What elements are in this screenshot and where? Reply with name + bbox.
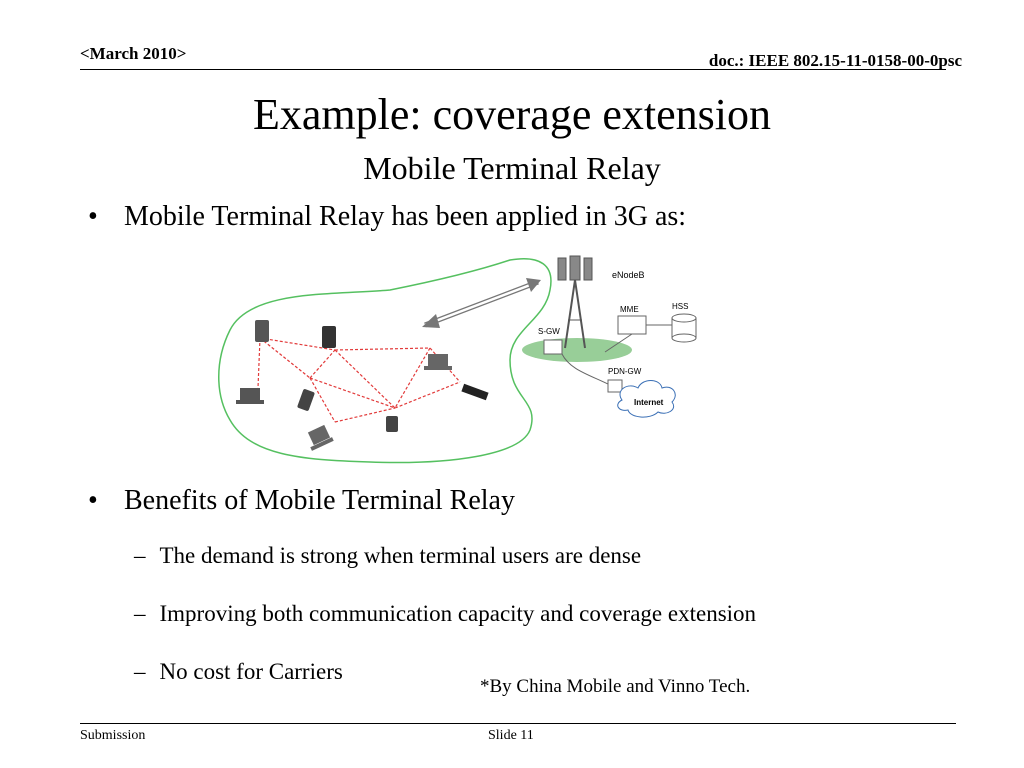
terminal-laptop-2 [424, 354, 452, 370]
mme-box [618, 316, 646, 334]
pdngw-box [608, 380, 622, 392]
sub-bullet-1 [134, 541, 641, 571]
terminal-phone-2 [322, 326, 336, 348]
wireless-link-arrow [422, 278, 541, 328]
sub-bullet-3 [134, 657, 343, 687]
sub-bullet-dash: – [134, 601, 146, 626]
cell-coverage-ellipse [522, 338, 632, 362]
source-note: *By China Mobile and Vinno Tech. [480, 676, 751, 697]
terminal-laptop-3 [308, 425, 334, 451]
mme-label: MME [620, 305, 639, 314]
terminal-phone-1 [255, 320, 269, 342]
slide-title: Example: coverage extension [252, 90, 771, 139]
sub-bullet-1-text: The demand is strong when terminal users are dense [159, 543, 642, 568]
hss-database-icon [672, 314, 696, 342]
bullet-1 [88, 200, 686, 234]
sub-bullet-2-text: Improving both communication capacity and coverage extension [159, 601, 757, 626]
coverage-area-outline [219, 259, 551, 463]
bullet-dot: • [88, 485, 98, 516]
sgw-label: S-GW [538, 327, 560, 336]
header-doc-id: doc.: IEEE 802.15-11-0158-00-0psc [708, 51, 962, 70]
relay-network-diagram [210, 250, 710, 470]
hss-label: HSS [672, 302, 689, 311]
footer-submission: Submission [80, 728, 146, 743]
bullet-2-text: Benefits of Mobile Terminal Relay [124, 485, 515, 516]
terminal-pda [386, 416, 398, 432]
slide-subtitle: Mobile Terminal Relay [363, 150, 661, 186]
sub-bullet-2 [134, 599, 756, 629]
pdngw-label: PDN-GW [608, 367, 642, 376]
sgw-box [544, 340, 562, 354]
internet-label: Internet [634, 398, 664, 407]
footer-divider [80, 723, 956, 724]
enodeb-label: eNodeB [612, 270, 645, 280]
bullet-2 [88, 484, 515, 518]
terminal-phone-4 [461, 384, 488, 400]
footer-slide-number: Slide 11 [488, 728, 534, 743]
bullet-dot: • [88, 201, 98, 232]
sub-bullet-3-text: No cost for Carriers [159, 659, 343, 684]
terminal-laptop-1 [236, 388, 264, 404]
terminal-phone-3 [297, 389, 315, 412]
relay-links [258, 338, 460, 422]
enodeb-tower-icon [558, 256, 592, 348]
sub-bullet-dash: – [134, 543, 146, 568]
header-divider [80, 69, 946, 70]
header-date: <March 2010> [80, 44, 187, 63]
bullet-1-text: Mobile Terminal Relay has been applied in 3G as: [124, 201, 687, 232]
sub-bullet-dash: – [134, 659, 146, 684]
